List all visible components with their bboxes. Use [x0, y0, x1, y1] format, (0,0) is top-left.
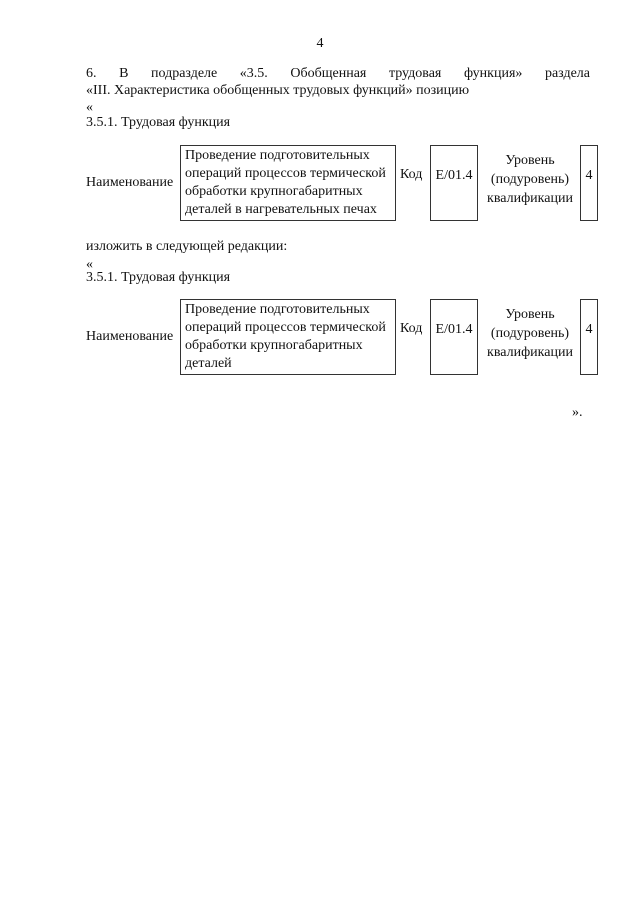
page-number: 4	[316, 36, 324, 51]
closing-quote-mark: ».	[572, 405, 583, 420]
level-label-line: (подуровень)	[490, 172, 570, 187]
code-label: Код	[400, 321, 423, 336]
function-name-line: Проведение подготовительных	[185, 148, 370, 163]
new-function-row	[86, 299, 598, 377]
qualification-level-cell: 4	[580, 299, 598, 375]
function-name-line: операций процессов термической	[185, 166, 386, 181]
function-name-line: операций процессов термической	[185, 320, 386, 335]
function-name-line: обработки крупногабаритных	[185, 184, 363, 199]
level-label-line: Уровень	[505, 153, 555, 168]
section-title-old: 3.5.1. Трудовая функция	[86, 115, 231, 130]
name-label: Наименование	[86, 329, 174, 344]
name-label: Наименование	[86, 175, 174, 190]
amendment-paragraph-line-1: 6. В подразделе «3.5. Обобщенная трудовая функция» раздела	[86, 66, 590, 81]
level-label-line: квалификации	[487, 191, 573, 206]
function-name-line: деталей в нагревательных печах	[185, 202, 377, 217]
section-title-new: 3.5.1. Трудовая функция	[86, 270, 231, 285]
qualification-level-cell: 4	[580, 145, 598, 221]
function-name-cell	[180, 299, 396, 375]
function-name-cell	[180, 145, 396, 221]
level-label-line: Уровень	[505, 307, 555, 322]
function-name-line: обработки крупногабаритных	[185, 338, 363, 353]
level-label-line: (подуровень)	[490, 326, 570, 341]
old-function-row	[86, 145, 598, 223]
opening-quote-mark: «	[86, 257, 93, 272]
instruction-text: изложить в следующей редакции:	[86, 239, 288, 254]
code-label: Код	[400, 167, 423, 182]
opening-quote-mark: «	[86, 100, 93, 115]
function-code-cell: E/01.4	[430, 145, 478, 221]
qualification-level-label	[482, 151, 578, 208]
function-code-cell: E/01.4	[430, 299, 478, 375]
function-name-line: Проведение подготовительных	[185, 302, 370, 317]
amendment-paragraph-line-2: «III. Характеристика обобщенных трудовых функций» позицию	[86, 83, 470, 98]
qualification-level-label	[482, 305, 578, 362]
level-label-line: квалификации	[487, 345, 573, 360]
function-name-line: деталей	[185, 356, 232, 371]
